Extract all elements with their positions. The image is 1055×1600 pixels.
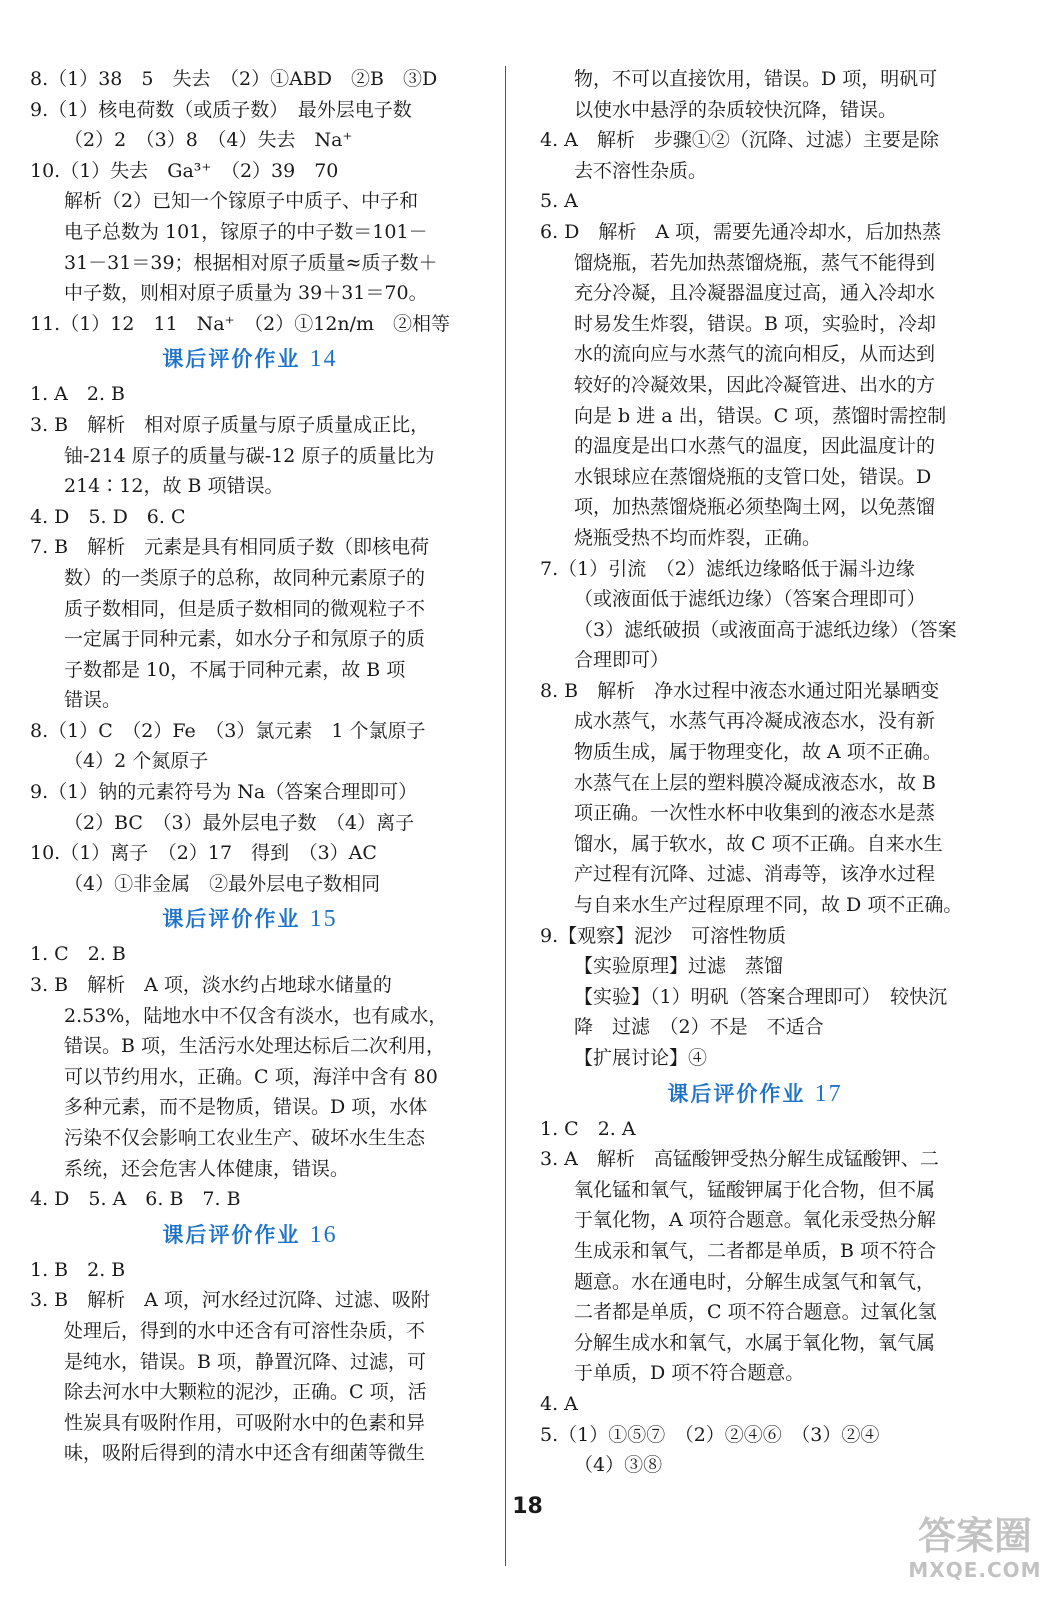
watermark-text-en: MXQE.COM <box>908 1558 1042 1582</box>
answer-line: 馏烧瓶，若先加热蒸馏烧瓶，蒸气不能得到 <box>574 251 936 274</box>
answer-line: 214∶12，故 B 项错误。 <box>64 475 284 498</box>
answer-line: 是纯水，错误。B 项，静置沉降、过滤，可 <box>64 1350 427 1373</box>
answer-line: 9.（1）核电荷数（或质子数） 最外层电子数 <box>30 98 412 121</box>
answer-line: 10.（1）离子 （2）17 得到 （3）AC <box>30 842 377 865</box>
section-heading-text: 课后评价作业 <box>162 1222 301 1247</box>
answer-line: 中子数，则相对原子质量为 39＋31＝70。 <box>64 282 428 305</box>
answer-line: 3. A 解析 高锰酸钾受热分解生成锰酸钾、二 <box>540 1148 939 1171</box>
answer-line: 产过程有沉降、过滤、消毒等，该净水过程 <box>574 863 936 886</box>
answer-line: 数）的一类原子的总称，故同种元素原子的 <box>64 566 426 589</box>
right-column <box>540 64 970 1481</box>
answer-line: 分解生成水和氧气，水属于氧化物，氧气属 <box>574 1331 936 1354</box>
section-heading <box>540 1074 970 1114</box>
answer-line: 4. D 5. A 6. B 7. B <box>30 1188 241 1211</box>
answer-line: 7. B 解析 元素是具有相同质子数（即核电荷 <box>30 536 430 559</box>
answer-line: 6. D 解析 A 项，需要先通冷却水，后加热蒸 <box>540 220 942 243</box>
answer-line: 1. C 2. A <box>540 1117 636 1140</box>
answer-line: 性炭具有吸附作用，可吸附水中的色素和异 <box>64 1411 426 1434</box>
answer-line: 物质生成，属于物理变化，故 A 项不正确。 <box>574 741 942 764</box>
answer-line: 氧化锰和氧气，锰酸钾属于化合物，但不属 <box>574 1178 936 1201</box>
answer-line: 多种元素，而不是物质，错误。D 项，水体 <box>64 1096 428 1119</box>
section-heading-number: 15 <box>309 906 338 933</box>
answer-line: 水银球应在蒸馏烧瓶的支管口处，错误。D <box>574 465 932 488</box>
answer-line: 11.（1）12 11 Na⁺ （2）①12n/m ②相等 <box>30 312 451 335</box>
answer-line: 9.（1）钠的元素符号为 Na（答案合理即可） <box>30 781 418 804</box>
answer-line: 10.（1）失去 Ga³⁺ （2）39 70 <box>30 159 339 182</box>
answer-line: 【实验】（1）明矾（答案合理即可） 较快沉 <box>574 985 948 1008</box>
answer-line: 可以节约用水，正确。C 项，海洋中含有 80 <box>64 1065 438 1088</box>
answer-line: 1. C 2. B <box>30 943 126 966</box>
answer-line: 成水蒸气，水蒸气再冷凝成液态水，没有新 <box>574 710 936 733</box>
answer-line: 味，吸附后得到的清水中还含有细菌等微生 <box>64 1442 426 1465</box>
answer-line: （4）③⑧ <box>574 1454 663 1477</box>
left-column <box>30 64 470 1469</box>
answer-line: 1. A 2. B <box>30 383 126 406</box>
answer-line: （3）滤纸破损（或液面高于滤纸边缘）（答案 <box>574 618 957 641</box>
answer-line: 以使水中悬浮的杂质较快沉降，错误。 <box>574 98 898 121</box>
answer-line: 馏水，属于软水，故 C 项不正确。自来水生 <box>574 832 943 855</box>
answer-line: 生成汞和氧气，二者都是单质，B 项不符合 <box>574 1239 937 1262</box>
section-heading-number: 14 <box>309 346 338 373</box>
section-heading <box>30 339 470 379</box>
answer-line: 处理后，得到的水中还含有可溶性杂质，不 <box>64 1319 426 1342</box>
answer-line: 7.（1）引流 （2）滤纸边缘略低于漏斗边缘 <box>540 557 915 580</box>
answer-line: 污染不仅会影响工农业生产、破坏水生生态 <box>64 1127 426 1149</box>
answer-line: 项，加热蒸馏烧瓶必须垫陶土网，以免蒸馏 <box>574 496 936 519</box>
answer-line: 降 过滤 （2）不是 不适合 <box>574 1016 824 1039</box>
answer-line: 5.（1）①⑤⑦ （2）②④⑥ （3）②④ <box>540 1423 880 1446</box>
answer-line: 解析（2）已知一个镓原子中质子、中子和 <box>64 190 419 213</box>
answer-line: 水的流向应与水蒸气的流向相反，从而达到 <box>574 343 936 366</box>
answer-line: 1. B 2. B <box>30 1258 126 1281</box>
answer-line: 于单质，D 项不符合题意。 <box>574 1362 805 1385</box>
answer-line: 向是 b 进 a 出，错误。C 项，蒸馏时需控制 <box>574 404 947 427</box>
answer-line: 4. D 5. D 6. C <box>30 505 186 528</box>
answer-line: 8.（1）38 5 失去 （2）①ABD ②B ③D <box>30 68 438 90</box>
section-heading-text: 课后评价作业 <box>162 347 301 372</box>
answer-line: 项正确。一次性水杯中收集到的液态水是蒸 <box>574 802 936 825</box>
answer-line: 水蒸气在上层的塑料膜冷凝成液态水，故 B <box>574 771 937 794</box>
answer-line: 8. B 解析 净水过程中液态水通过阳光暴晒变 <box>540 679 940 702</box>
answer-line: 5. A <box>540 190 578 213</box>
section-heading-text: 课后评价作业 <box>667 1081 806 1106</box>
answer-line: 题意。水在通电时，分解生成氢气和氧气， <box>574 1270 936 1293</box>
answer-line: （4）2 个氮原子 <box>64 750 209 773</box>
answer-line: 3. B 解析 A 项，河水经过沉降、过滤、吸附 <box>30 1289 430 1312</box>
answer-line: 9.【观察】泥沙 可溶性物质 <box>540 924 787 947</box>
answer-line: 除去河水中大颗粒的泥沙，正确。C 项，活 <box>64 1381 427 1404</box>
answer-line: 于氧化物，A 项符合题意。氧化汞受热分解 <box>574 1209 936 1232</box>
answer-line: 去不溶性杂质。 <box>574 159 708 182</box>
answer-line: 错误。 <box>64 689 122 712</box>
answer-line: 31－31＝39；根据相对原子质量≈质子数＋ <box>64 251 438 274</box>
page-number: 18 <box>512 1494 543 1519</box>
section-heading-text: 课后评价作业 <box>162 907 301 932</box>
answer-line: 3. B 解析 A 项，淡水约占地球水储量的 <box>30 974 392 997</box>
answer-line: 系统，还会危害人体健康，错误。 <box>64 1157 350 1180</box>
answer-line: 合理即可） <box>574 649 670 672</box>
answer-line: （4）①非金属 ②最外层电子数相同 <box>64 872 381 895</box>
column-divider <box>505 66 506 1566</box>
section-heading-number: 17 <box>814 1080 843 1107</box>
answer-line: 的温度是出口水蒸气的温度，因此温度计的 <box>574 435 936 458</box>
answer-line: 2.53%，陆地水中不仅含有淡水，也有咸水， <box>64 1004 448 1027</box>
answer-line: 物，不可以直接饮用，错误。D 项，明矾可 <box>574 68 938 90</box>
answer-line: 与自来水生产过程原理不同，故 D 项不正确。 <box>574 894 963 917</box>
answer-line: （2）BC （3）最外层电子数 （4）离子 <box>64 811 415 834</box>
answer-line: 一定属于同种元素，如水分子和氖原子的质 <box>64 628 426 651</box>
answer-line: 较好的冷凝效果，因此冷凝管进、出水的方 <box>574 373 936 396</box>
watermark-logo <box>905 1514 1045 1594</box>
answer-line: 时易发生炸裂，错误。B 项，实验时，冷却 <box>574 312 937 335</box>
section-heading <box>30 1215 470 1255</box>
answer-line: 充分冷凝，且冷凝器温度过高，通入冷却水 <box>574 282 936 305</box>
answer-line: 二者都是单质，C 项不符合题意。过氧化氢 <box>574 1301 937 1324</box>
section-heading-number: 16 <box>309 1221 338 1248</box>
answer-line: 3. B 解析 相对原子质量与原子质量成正比， <box>30 413 430 436</box>
answer-line: 错误。B 项，生活污水处理达标后二次利用， <box>64 1035 446 1058</box>
answer-line: 4. A 解析 步骤①②（沉降、过滤）主要是除 <box>540 129 939 152</box>
answer-line: 8.（1）C （2）Fe （3）氯元素 1 个氯原子 <box>30 719 426 742</box>
answer-line: （或液面低于滤纸边缘）（答案合理即可） <box>574 588 926 611</box>
answer-line: 质子数相同，但是质子数相同的微观粒子不 <box>64 597 426 620</box>
answer-line: 铀-214 原子的质量与碳-12 原子的质量比为 <box>64 444 435 467</box>
watermark-text-cn: 答案圈 <box>917 1514 1032 1558</box>
answer-line: 【扩展讨论】④ <box>574 1047 708 1069</box>
answer-line: 4. A <box>540 1392 578 1415</box>
answer-line: 烧瓶受热不均而炸裂，正确。 <box>574 526 822 549</box>
answer-line: （2）2 （3）8 （4）失去 Na⁺ <box>64 129 353 152</box>
answer-line: 子数都是 10，不属于同种元素，故 B 项 <box>64 658 406 681</box>
answer-line: 【实验原理】过滤 蒸馏 <box>574 955 784 978</box>
answer-line: 电子总数为 101，镓原子的中子数＝101－ <box>64 220 428 243</box>
section-heading <box>30 899 470 939</box>
